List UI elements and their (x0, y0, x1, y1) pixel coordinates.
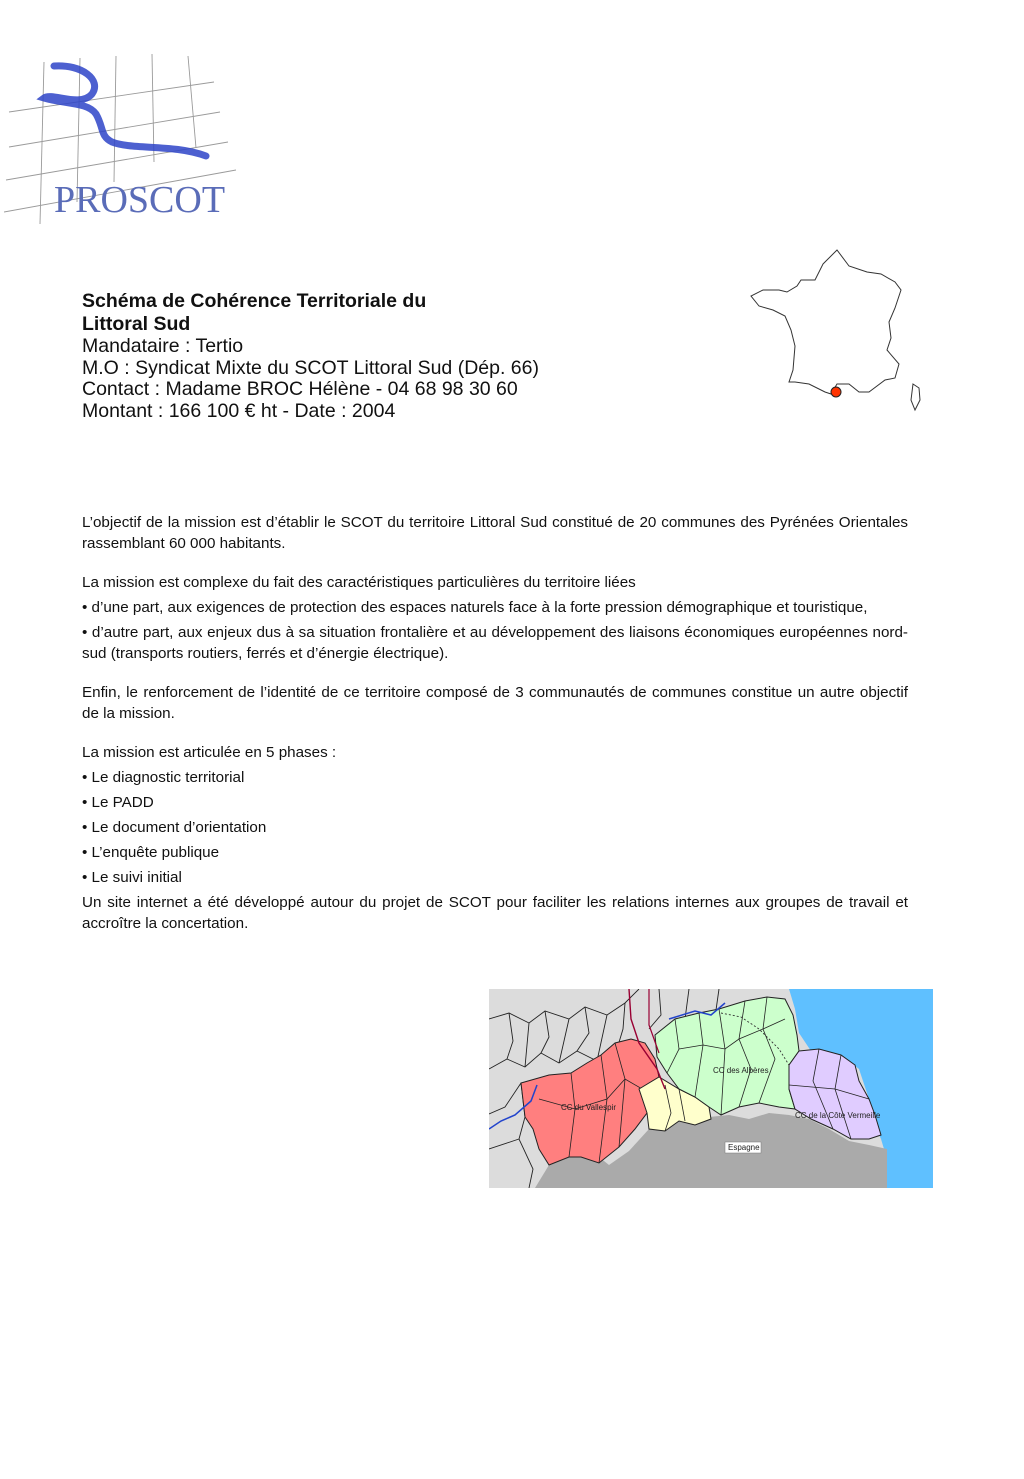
mission-description (82, 512, 908, 934)
logo-text: PROSCOT (54, 179, 226, 221)
maitre-ouvrage: M.O : Syndicat Mixte du SCOT Littoral Sud (Dép. 66) (82, 356, 539, 379)
title-line-1: Schéma de Cohérence Territoriale du (82, 290, 427, 312)
label-cc-alberes: CC des Albères (713, 1066, 769, 1075)
mission-header (82, 290, 682, 422)
proscot-logo (4, 52, 240, 230)
phase-item: • Le PADD (82, 794, 154, 811)
location-marker-icon (831, 387, 841, 397)
label-espagne: Espagne (728, 1143, 760, 1152)
phase-item: • Le suivi initial (82, 869, 182, 886)
label-cc-vallespir: CC du Vallespir (561, 1103, 616, 1112)
france-location-map (745, 246, 927, 418)
paragraph-phases: La mission est articulée en 5 phases : (82, 744, 337, 761)
bullet-frontier: • d’autre part, aux enjeux dus à sa situation frontalière et au développement des liaisons économiques européennes nord-sud (transports routiers, ferrés et d’énergie électrique). (82, 624, 908, 662)
montant: Montant : 166 100 € ht - Date : 2004 (82, 399, 396, 422)
paragraph-website: Un site internet a été développé autour du projet de SCOT pour faciliter les relations internes aux groupes de travail et accroître la concertation. (82, 894, 908, 932)
paragraph-objective: L’objectif de la mission est d’établir le SCOT du territoire Littoral Sud constitué de 20 communes des Pyrénées Orientales rassemblant 60 000 habitants. (82, 514, 908, 552)
title-line-2: Littoral Sud (82, 313, 191, 335)
contact: Contact : Madame BROC Hélène - 04 68 98 30 60 (82, 378, 518, 400)
bullet-protection: • d’une part, aux exigences de protection des espaces naturels face à la forte pression démographique et touristique, (82, 599, 868, 616)
phase-item: • L’enquête publique (82, 844, 220, 861)
phase-item: • Le document d’orientation (82, 819, 267, 836)
label-cc-cote-vermeille: CC de la Côte Vermeille (795, 1111, 881, 1120)
paragraph-complexity: La mission est complexe du fait des caractéristiques particulières du territoire liées (82, 574, 636, 591)
territory-map (489, 989, 933, 1188)
phase-item: • Le diagnostic territorial (82, 769, 245, 786)
paragraph-identity: Enfin, le renforcement de l’identité de ce territoire composé de 3 communautés de communes constitue un autre objectif de la mission. (82, 684, 908, 722)
mandataire: Mandataire : Tertio (82, 335, 244, 357)
